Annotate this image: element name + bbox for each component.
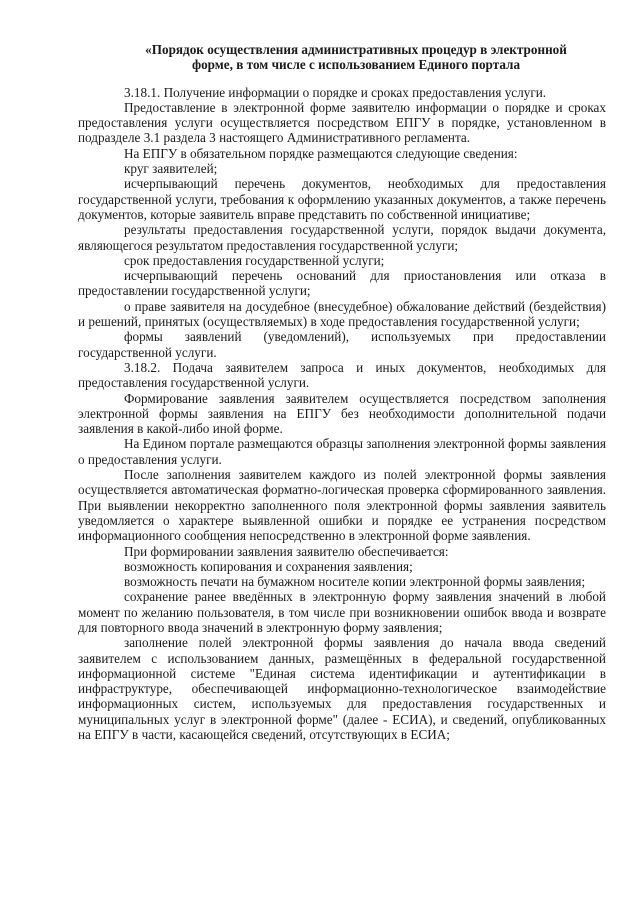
paragraph: При формировании заявления заявителю обеспечивается: (124, 543, 449, 559)
paragraph-3-18-1-heading: 3.18.1. Получение информации о порядке и сроках предоставления услуги. (124, 84, 547, 100)
list-item: заполнение полей электронной формы заявления до начала ввода сведений заявителем с использованием данных, размещённых в федеральной государственной информационной системе "Единая система идентификации и аутентификации в инфраструктуре, обеспечивающей информационно-технологическое взаимодействие информационных систем, используемых для предоставления государственных и муниципальных услуг в электронной форме" (далее - ЕСИА), и сведений, опубликованных на ЕПГУ в части, касающейся сведений, отсутствующих в ЕСИА; (78, 635, 606, 743)
list-item: возможность печати на бумажном носителе копии электронной формы заявления; (124, 574, 586, 590)
list-item: исчерпывающий перечень документов, необходимых для предоставления государственной услуги, требования к оформлению указанных документов, а также перечень документов, которые заявитель вправе представить по собственной инициативе; (78, 176, 606, 222)
section-title-line-1: «Порядок осуществления административных процедур в электронной (145, 42, 567, 57)
list-item: результаты предоставления государственной услуги, порядок выдачи документа, являющегося результатом предоставления государственной услуги; (78, 222, 606, 253)
paragraph: После заполнения заявителем каждого из полей электронной формы заявления осуществляется автоматическая форматно-логическая проверка сформированного заявления. При выявлении некорректно заполненного поля электронной формы заявления заявитель уведомляется о характере выявленной ошибки и порядке ее устранения посредством информационного сообщения непосредственно в электронной форме заявления. (78, 467, 606, 544)
list-item: о праве заявителя на досудебное (внесудебное) обжалование действий (бездействия) и решений, принятых (осуществляемых) в ходе предоставления государственной услуги; (78, 298, 606, 330)
list-item: формы заявлений (уведомлений), используемых при предоставлении государственной услуги. (78, 329, 606, 360)
section-title (78, 42, 606, 73)
paragraph: Формирование заявления заявителем осуществляется посредством заполнения электронной формы заявления на ЕПГУ без необходимости дополнительной подачи заявления в какой-либо иной форме. (78, 390, 606, 437)
list-item: исчерпывающий перечень оснований для приостановления или отказа в предоставлении государственной услуги; (78, 268, 606, 299)
paragraph: Предоставление в электронной форме заявителю информации о порядке и сроках предоставления услуги осуществляется посредством ЕПГУ в порядке, установленном в подразделе 3.1 раздела 3 настоящего Административного регламента. (78, 99, 606, 146)
document-body (78, 85, 606, 743)
list-item: срок предоставления государственной услуги; (124, 252, 385, 268)
paragraph: На ЕПГУ в обязательном порядке размещаются следующие сведения: (124, 145, 518, 161)
list-item: возможность копирования и сохранения заявления; (124, 558, 413, 574)
paragraph: На Едином портале размещаются образцы заполнения электронной формы заявления о предоставления услуги. (78, 436, 606, 467)
list-item: круг заявителей; (124, 161, 218, 177)
list-item: сохранение ранее введённых в электронную форму заявления значений в любой момент по желанию пользователя, в том числе при возникновении ошибок ввода и возврате для повторного ввода значений в электронную форму заявления; (78, 589, 606, 635)
section-title-line-2: форме, в том числе с использованием Единого портала (191, 57, 521, 73)
paragraph-3-18-2-heading: 3.18.2. Подача заявителем запроса и иных документов, необходимых для предоставления государственной услуги. (78, 359, 606, 391)
